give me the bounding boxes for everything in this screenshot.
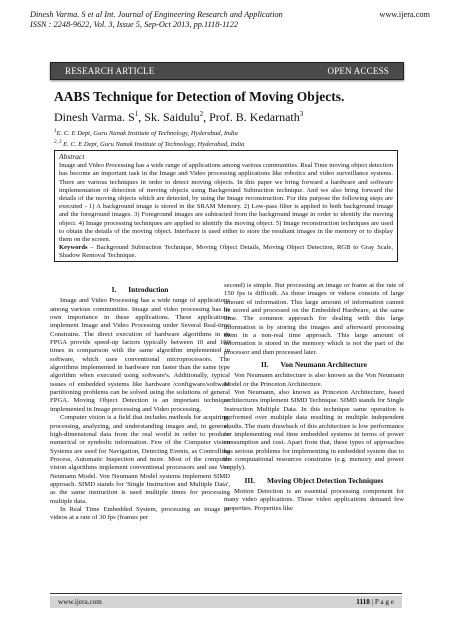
footer-site-link[interactable]: www.ijera.com	[58, 598, 102, 606]
section-number: III.	[244, 475, 256, 485]
author-1-sup: 1	[134, 110, 139, 118]
keywords	[59, 244, 393, 260]
issn-line: ISSN : 2248-9622, Vol. 3, Issue 5, Sep-Oct 2013, pp.1118-1122	[30, 20, 239, 29]
paragraph: In Real Time Embedded System, processing an image or videos at a rate of 30 fps (frames per	[50, 505, 230, 522]
keywords-label: Keywords	[59, 244, 88, 252]
page-footer	[50, 596, 402, 608]
author-2-sup: 2	[199, 110, 204, 118]
page-number	[356, 596, 394, 608]
running-header	[30, 10, 430, 30]
header-site-link[interactable]: www.ijera.com	[379, 10, 430, 19]
paragraph: Motion Detection is an essential processing component for many video applications. These video applications demand few properties. Properties like	[224, 487, 404, 512]
section-number: II.	[260, 360, 269, 370]
affiliations	[54, 128, 414, 149]
paragraph: Von Neumann, also known as Princeton Architecture, based architectures implement SIMD Technique. SIMD stands for Single Instruction Multiple Data. In this technique same operation is performed over multiple data resulting in multiple independent results. The main drawback of this architecture is low performance for implementing real time embedded systems in terms of power consumption and cost. Apart from that, these types of approaches has serious problems for implementing in embedded system due to the computational resources constrains (e.g. memory and power supply).	[224, 389, 404, 472]
footer-rule	[50, 593, 402, 594]
abstract-box	[54, 150, 398, 262]
abstract-text: Image and Video Processing has a wide range of applications among various communities. Real Time moving object detection has become an important task in the Image and Video processing applications like robotics and video surveillance systems. There are various techniques in order to detect moving objects. In this paper we bring forward a hardware and software implementation of detection of moving objects using Background Subtraction technique. And we also bring forward the details of the moving objects which are detected, by using the Image reconstruction. For this purpose the following steps are executed - 1) A background image is stored in the SRAM Memory. 2) Low-pass filter is applied to both background image and the foreground images. 3) Foreground images are subtracted from the background image in order to identify the moving object. 4) Image processing techniques are applied to identify the moving object. 5) Image reconstruction techniques are used to obtain the details of the moving object. Interfacer is used either to store the resultant images in the memory or to display them on the screen.	[59, 162, 393, 244]
section-number: I.	[111, 285, 117, 294]
affiliation-1-text: E. C. E Dept, Guru Nanak Institute of Technology, Hyderabad, India	[56, 130, 238, 138]
paragraph: Image and Video Processing has a wide range of applications among various communities. Image and video processing has its own importance in these applications. These applications implement Image and Video Processing under Several Real-time Constrains. The direct execution of hardware algorithms in an FPGA provide speed-up factors typically between 10 and 100 times in comparison with the same algorithm implemented in software, which uses conventional microprocessors. The algorithms implemented in hardware run faster than the same type algorithm when executed using software's. Additionally, typical issues of embedded systems like hardware /configware/software partitioning problems can be solved using the solutions of general FPGA. Moving Object Detection is an important technique implemented in Image processing and Video processing.	[50, 297, 230, 413]
paragraph: Von Neumann architecture is also known as the Von Neumann Model or the Princeton Architecture.	[224, 372, 404, 388]
author-list	[54, 110, 414, 125]
affiliation-2-text: E. C. E Dept, Guru Nanak Institute of Technology, Hyderabad, India	[61, 140, 245, 148]
author-3: , Prof. B. Kedarnath	[203, 110, 300, 124]
affiliation-1	[54, 128, 414, 139]
section-heading-von-neumann	[224, 361, 404, 369]
paper-title: AABS Technique for Detection of Moving Objects.	[54, 89, 345, 104]
keywords-text: – Background Subtraction Technique, Moving Object Details, Moving Object Detection, RGB to Gray Scale, Shadow Removal Technique.	[59, 244, 393, 260]
section-title: Introduction	[128, 285, 169, 294]
section-heading-motion-detection	[224, 477, 404, 485]
right-column	[224, 282, 404, 513]
section-title: Moving Object Detection Techniques	[267, 475, 384, 485]
author-3-sup: 3	[299, 110, 304, 118]
affiliation-2	[54, 139, 414, 150]
open-access-label: OPEN ACCESS	[327, 66, 389, 76]
journal-citation: Dinesh Varma. S et al Int. Journal of Engineering Research and Application	[30, 10, 283, 19]
left-column	[50, 282, 230, 523]
paragraph: Computer vision is a field that includes methods for acquiring, processing, analyzing, and understanding images and, in general, high-dimensional data from the real world in order to produce numerical or symbolic information. Few of the Computer vision Systems are used for Navigation, Detecting Events, as Controlling Process, Automatic Inspection and more. Most of the computer vision algorithms implement conventional processors and use Von Neumann Model. Von Neumann Model systems implement SIMD approach. SIMD stands for 'Single Instruction and Multiple Data', as the same instruction is used multiple times for processing multiple data.	[50, 414, 230, 505]
page-number-value: 1118	[356, 598, 370, 606]
author-2: , Sk. Saidulu	[138, 110, 200, 124]
affiliation-1-sup: 1	[54, 129, 57, 134]
section-heading-introduction	[50, 286, 230, 294]
paragraph: second) is simple. But processing an image or frame at the rate of 150 fps is difficult. As these images or videos consists of large amount of information. This large amount of information cannot be stored and processed on the Embedded Hardware, at the same time. The common approach for dealing with this large information is by storing the images and afterward processing them in a non-real time approach. This large amount of information is stored in the memory which is not the part of the processor and then processed later.	[224, 282, 404, 356]
section-title: Von Neumann Architecture	[280, 360, 368, 370]
abstract-heading: Abstract	[59, 152, 85, 161]
author-1: Dinesh Varma. S	[54, 110, 135, 124]
affiliation-2-sup: 2, 3	[54, 139, 62, 145]
research-article-label: RESEARCH ARTICLE	[65, 66, 155, 76]
page-label: | P a g e	[369, 598, 394, 606]
article-type-banner	[50, 62, 404, 80]
